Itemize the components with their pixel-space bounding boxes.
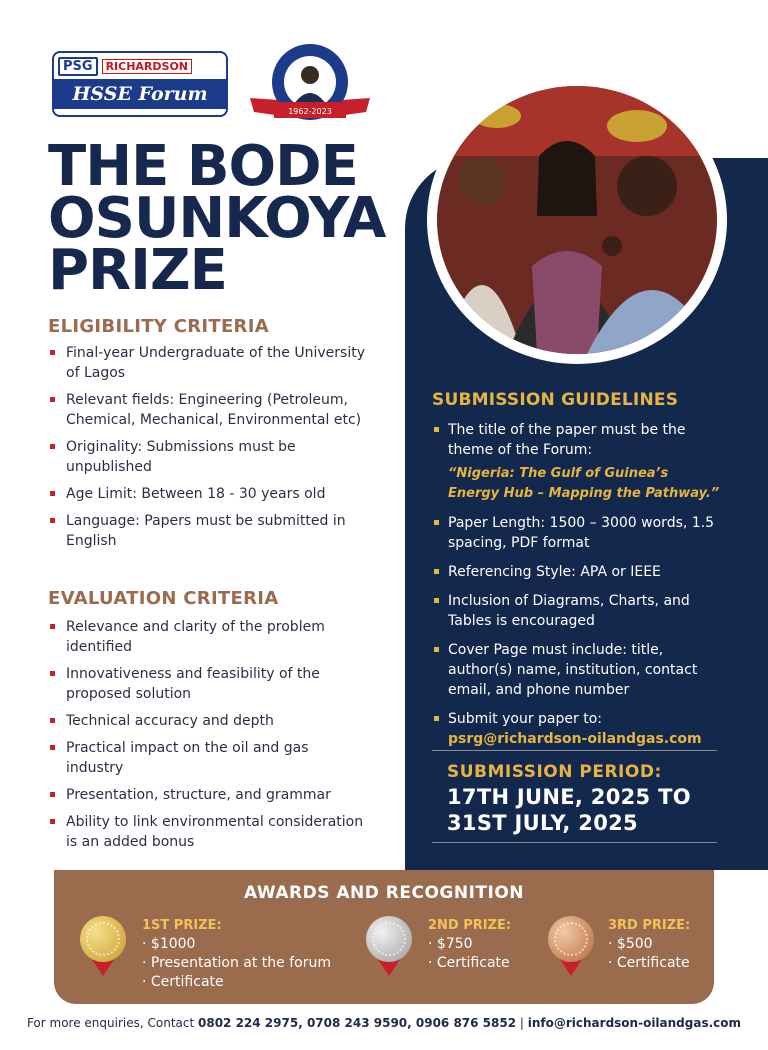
list-item: Practical impact on the oil and gas industry	[48, 738, 368, 778]
students-photo	[437, 86, 717, 354]
list-item: Age Limit: Between 18 - 30 years old	[48, 484, 368, 504]
prize-item: · Certificate	[608, 954, 690, 973]
submission-period-dates: 17TH JUNE, 2025 TO 31ST JULY, 2025	[447, 785, 691, 835]
prize-item: · Certificate	[142, 973, 331, 992]
footer-separator: |	[516, 1016, 528, 1030]
title-line: PRIZE	[48, 238, 227, 303]
prize-item: · $750	[428, 935, 510, 954]
osunkoya-seal-logo	[248, 42, 372, 130]
list-item: Technical accuracy and depth	[48, 711, 368, 731]
awards-heading: AWARDS AND RECOGNITION	[243, 883, 525, 903]
hsse-forum-logo-text: HSSE Forum	[54, 79, 226, 109]
prize-item: · Certificate	[428, 954, 510, 973]
seal-years: 1962-2023	[288, 107, 332, 116]
list-item: Referencing Style: APA or IEEE	[432, 562, 722, 582]
eligibility-list	[48, 343, 368, 558]
title-line: OSUNKOYA	[48, 186, 386, 251]
silver-medal-icon	[366, 916, 412, 962]
footer-contact	[0, 1016, 768, 1030]
list-item: Originality: Submissions must be unpublished	[48, 437, 368, 477]
first-prize-items	[142, 935, 331, 992]
submission-list	[432, 420, 722, 758]
hsse-forum-logo	[52, 51, 228, 117]
bronze-medal-icon	[548, 916, 594, 962]
list-item: Relevant fields: Engineering (Petroleum, Chemical, Mechanical, Environmental etc)	[48, 390, 368, 430]
list-item: Language: Papers must be submitted in English	[48, 511, 368, 551]
title-line: THE BODE	[48, 134, 358, 199]
second-prize-title: 2ND PRIZE:	[428, 918, 512, 933]
list-item: Relevance and clarity of the problem identified	[48, 617, 368, 657]
submit-label: Submit your paper to:	[448, 711, 602, 727]
list-item: Final-year Undergraduate of the University of Lagos	[48, 343, 368, 383]
page-title	[48, 134, 408, 303]
third-prize-title: 3RD PRIZE:	[608, 918, 691, 933]
list-item	[432, 420, 722, 504]
submission-email-link[interactable]: psrg@richardson-oilandgas.com	[448, 731, 702, 747]
third-prize-items	[608, 935, 690, 973]
prize-item: · $1000	[142, 935, 331, 954]
list-item: Presentation, structure, and grammar	[48, 785, 368, 805]
list-item: Paper Length: 1500 – 3000 words, 1.5 spacing, PDF format	[432, 513, 722, 553]
evaluation-list	[48, 617, 368, 859]
theme-intro: The title of the paper must be the theme of the Forum:	[448, 422, 686, 458]
list-item	[432, 709, 722, 749]
list-item: Cover Page must include: title, author(s) name, institution, contact email, and phone number	[432, 640, 722, 700]
eligibility-heading: ELIGIBILITY CRITERIA	[48, 316, 269, 337]
list-item: Ability to link environmental consideration is an added bonus	[48, 812, 368, 852]
list-item: Innovativeness and feasibility of the proposed solution	[48, 664, 368, 704]
submission-heading: SUBMISSION GUIDELINES	[432, 390, 679, 410]
divider	[432, 750, 717, 751]
second-prize-items	[428, 935, 510, 973]
list-item: Inclusion of Diagrams, Charts, and Tables is encouraged	[432, 591, 722, 631]
prize-item: · Presentation at the forum	[142, 954, 331, 973]
richardson-logo-text: RICHARDSON	[102, 59, 192, 74]
psg-logo-text: PSG	[58, 57, 98, 76]
gold-medal-icon	[80, 916, 126, 962]
contact-phones: 0802 224 2975, 0708 243 9590, 0906 876 5852	[198, 1016, 517, 1030]
footer-prefix: For more enquiries, Contact	[26, 1016, 198, 1030]
first-prize-title: 1ST PRIZE:	[142, 918, 222, 933]
contact-email-link[interactable]: info@richardson-oilandgas.com	[527, 1016, 742, 1030]
submission-period-label: SUBMISSION PERIOD:	[447, 762, 662, 782]
divider	[432, 842, 717, 843]
forum-theme: “Nigeria: The Gulf of Guinea’s Energy Hub – Mapping the Pathway.”	[448, 466, 720, 501]
evaluation-heading: EVALUATION CRITERIA	[48, 588, 279, 609]
prize-item: · $500	[608, 935, 690, 954]
